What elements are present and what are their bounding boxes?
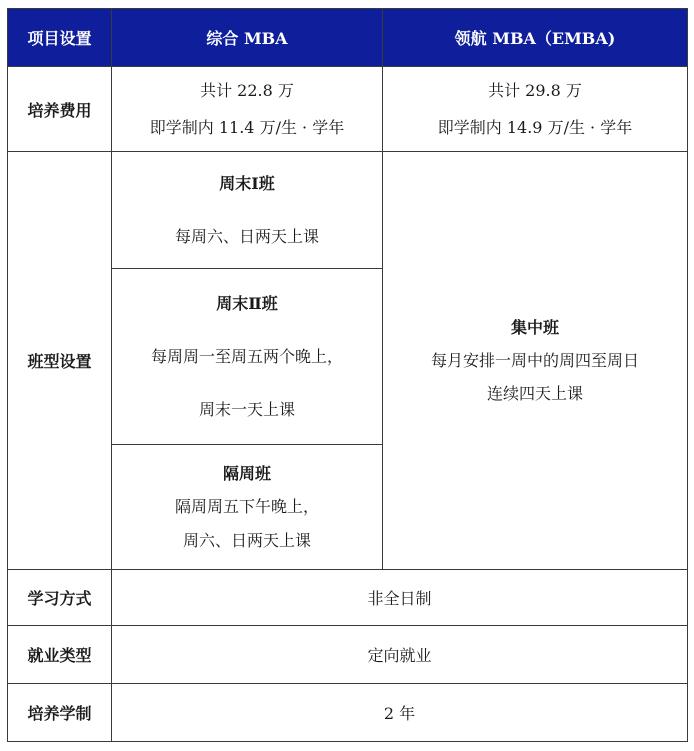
header-project-setting: 项目设置 [8,9,112,67]
fees-general-total: 共计 22.8 万 [200,80,294,100]
fees-label: 培养费用 [8,67,112,152]
study-mode-label: 学习方式 [8,570,112,626]
class-types-label: 班型设置 [8,152,112,570]
weekend2-class-desc1: 每周周一至周五两个晚上， [150,346,343,366]
biweekly-class-desc2: 周六、日两天上课 [182,530,311,550]
employment-value: 定向就业 [112,626,688,684]
study-mode-value: 非全日制 [112,570,688,626]
header-emba: 领航 MBA（EMBA) [383,9,688,67]
weekend2-class-desc2: 周末一天上课 [198,400,295,420]
program-comparison-table [7,8,688,742]
fees-emba [383,67,688,152]
weekend1-class-desc: 每周六、日两天上课 [174,227,319,246]
program-comparison-table-wrapper [7,8,687,745]
intensive-class-name: 集中班 [510,317,559,337]
biweekly-class-desc1: 隔周周五下午晚上， [174,497,319,517]
biweekly-class-name: 隔周班 [222,464,271,484]
weekend2-class-cell [112,269,383,445]
weekend1-class-cell [112,152,383,269]
duration-value: 2 年 [112,684,688,742]
study-mode-row [8,570,688,626]
fees-emba-annual: 即学制内 14.9 万/生 · 学年 [437,118,633,137]
employment-label: 就业类型 [8,626,112,684]
weekend2-class-name: 周末Ⅱ班 [216,293,278,313]
fees-general-annual: 即学制内 11.4 万/生 · 学年 [149,118,345,137]
fees-general-mba [112,67,383,152]
intensive-class-desc2: 连续四天上课 [486,384,583,404]
duration-label: 培养学制 [8,684,112,742]
fees-row [8,67,688,152]
duration-row [8,684,688,742]
header-row [8,9,688,67]
header-general-mba: 综合 MBA [112,9,383,67]
fees-emba-total: 共计 29.8 万 [488,80,582,100]
intensive-class-cell [383,152,688,570]
intensive-class-desc1: 每月安排一周中的周四至周日 [430,350,639,370]
employment-row [8,626,688,684]
weekend1-class-name: 周末Ⅰ班 [219,173,275,193]
biweekly-class-cell [112,445,383,570]
class-type-row-weekend1 [8,152,688,269]
